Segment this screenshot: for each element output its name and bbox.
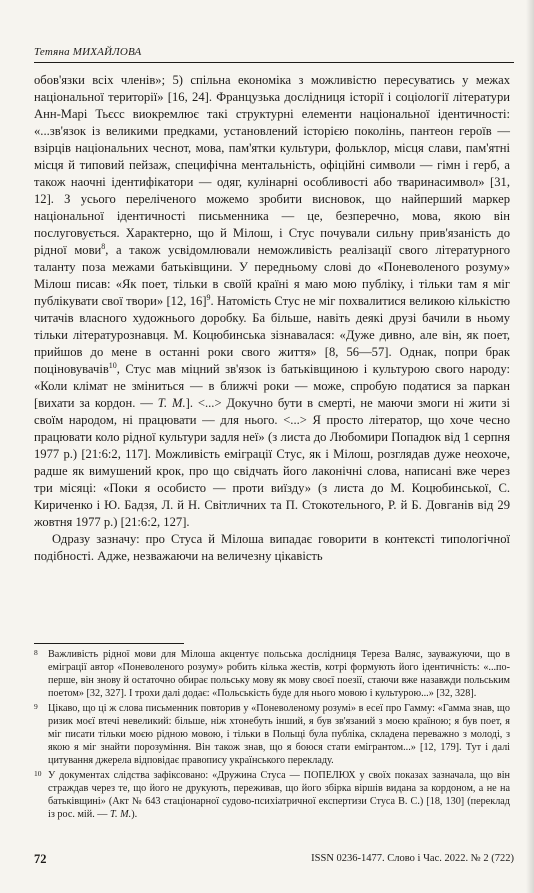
author-initials: Т. М. (110, 809, 132, 820)
paragraph-2: Одразу зазначу: про Стуса й Мілоша випадає говорити в контексті типологічної подібності. Адже, незважаючи на величезну цікавість (34, 532, 510, 563)
footnote-number: 8 (34, 648, 38, 657)
footnote-10 (34, 769, 510, 821)
footnote-9 (34, 702, 510, 767)
footnote-text: Цікаво, що ці ж слова письменник повторив у «Поневоленому розумі» в есеї про Гамму: «Гамма знав, що ризик моєї втечі невеликий: більше, ніж хтонебуть інший, я був зв'язаний з моєю країною; я був поет, я міг писати тільки моєю рідною мовою, і тільки в Польщі була публіка, складена переважно з молоді, з якою я міг знайти порозуміння. Він також знав, що я боюся стати емігрантом...» [12, 179]. Тут і далі цитування джерела відповідає правопису українського перекладу. (48, 703, 510, 766)
footnote-text: Важливість рідної мови для Мілоша акцентує польська дослідниця Тереза Валяс, зауважуючи, що в еміграції автор «Поневоленого розуму» робить кілька жестів, котрі формують його ідентичність: «...по-перше, він знову й остаточно обирає польську мову як мову своєї поезії, стаючи вже назавжди польським поетом» [32, 327]. І трохи далі додає: «Польськість буде для нього мовою і культурою...» [32, 328]. (48, 649, 510, 699)
footnote-rule (34, 643, 184, 644)
paragraph-1-part-b: , а також усвідомлювали неможливість реалізації свого літературного таланту поза межами батьківщини. У передньому слові до «Поневоленого розуму» Мілош писав: «Як поет, тільки в своїй країні я маю мою публіку, і тільки там я міг публікувати свої твори» [12, 16] (34, 243, 511, 308)
paragraph-1-part-a: обов'язки всіх членів»; 5) спільна економіка з можливістю пересуватись у межах національної території» [16, 24]. Французька дослідниця історії і соціології літератури Анн-Марі Тьєсс виокремлює такі структурні елементи національної ідентичності: «...зв'язок із великими предками, установлений історією поколінь, пантеон героїв — взірців національних чеснот, мова, пам'ятки культури, фольклор, місця слави, пам'ятні місця й типовий пейзаж, специфічна ментальність, офіційні символи — гімн і герб, а також наочні ідентифікатори — одяг, кулінарні особливості або тваринасимвол» [31, 12]. З усього переліченого можемо зробити висновок, що найперший маркер національної ідентичності письменника — це, безперечно, мова, якою він послуговується. Характерно, що й Мілош, і Стус почували сильну прив'язаність до рідної мови (34, 73, 510, 257)
footnote-text-part-a: У документах слідства зафіксовано: «Дружина Стуса — ПОПЕЛЮХ у своїх показах зазначала, що він страждав через те, що його не друкують, переживав, що його збірка віршів видана за кордоном, а не на батьківщині» (Акт № 643 стаціонарної судово-психіатричної експертизи Стуса В. С.) [18, 130] (переклад із рос. мій. — (48, 770, 510, 820)
footnotes (34, 648, 510, 823)
journal-info: ISSN 0236-1477. Слово і Час. 2022. № 2 (722) (311, 853, 514, 864)
paragraph-1-part-c: . Натомість Стус не міг похвалитися великою кількістю читачів власного художнього доробку. Ба більше, навіть деякі друзі бачили в ньому тільки літературознавця. М. Коцюбинська зізнавалася: «Дуже дивно, але він, як поет, прийшов до мене в останні роки свого життя» [8, 56—57]. Однак, попри брак поціновувачів (34, 294, 510, 376)
header-rule (34, 62, 514, 63)
footnote-text (48, 770, 510, 820)
footnote-text-part-b: ). (131, 809, 138, 820)
paragraph-1-part-e: ]. <...> Докучно бути в смерті, не маючи змоги ні жити зі своїм народом, ні працювати — для нього. <...> Я просто літератор, що хоче чесно працювати коло рідної культури задля неї» (з листа до Любомири Попадюк від 1 серпня 1977 р.) [21:6:2, 117]. Можливість еміграції Стус, як і Мілош, розглядав дуже неохоче, радше як вимушений крок, про що свідчать його лаконічні слова, написані вже через три місяці: «Поки я особисто — проти виїзду» (з листа до М. Коцюбинської, С. Кириченко і Ю. Бадзя, Л. й Н. Світличних та П. Стокотельного, Р. й Б. Довганів від 29 жовтня 1977 р.) [21:6:2, 127]. (34, 396, 510, 529)
footnote-number: 10 (34, 769, 42, 778)
footnote-ref-8[interactable]: 8 (101, 241, 106, 251)
footnote-ref-9[interactable]: 9 (206, 292, 211, 302)
footnote-number: 9 (34, 702, 38, 711)
paragraph-1 (34, 72, 510, 531)
main-text (34, 72, 510, 565)
page-number: 72 (34, 852, 47, 866)
running-header: Тетяна МИХАЙЛОВА (34, 46, 142, 58)
author-initials: Т. М. (157, 396, 186, 410)
footnote-8 (34, 648, 510, 700)
footnote-ref-10[interactable]: 10 (108, 360, 117, 370)
paragraph-1-part-d: , Стус мав міцний зв'язок із батьківщиною і культурою свого народу: «Коли клімат не зміниться — в ближчі роки — може, спробую податися за паркан [вихати за кордон. — (34, 362, 510, 410)
